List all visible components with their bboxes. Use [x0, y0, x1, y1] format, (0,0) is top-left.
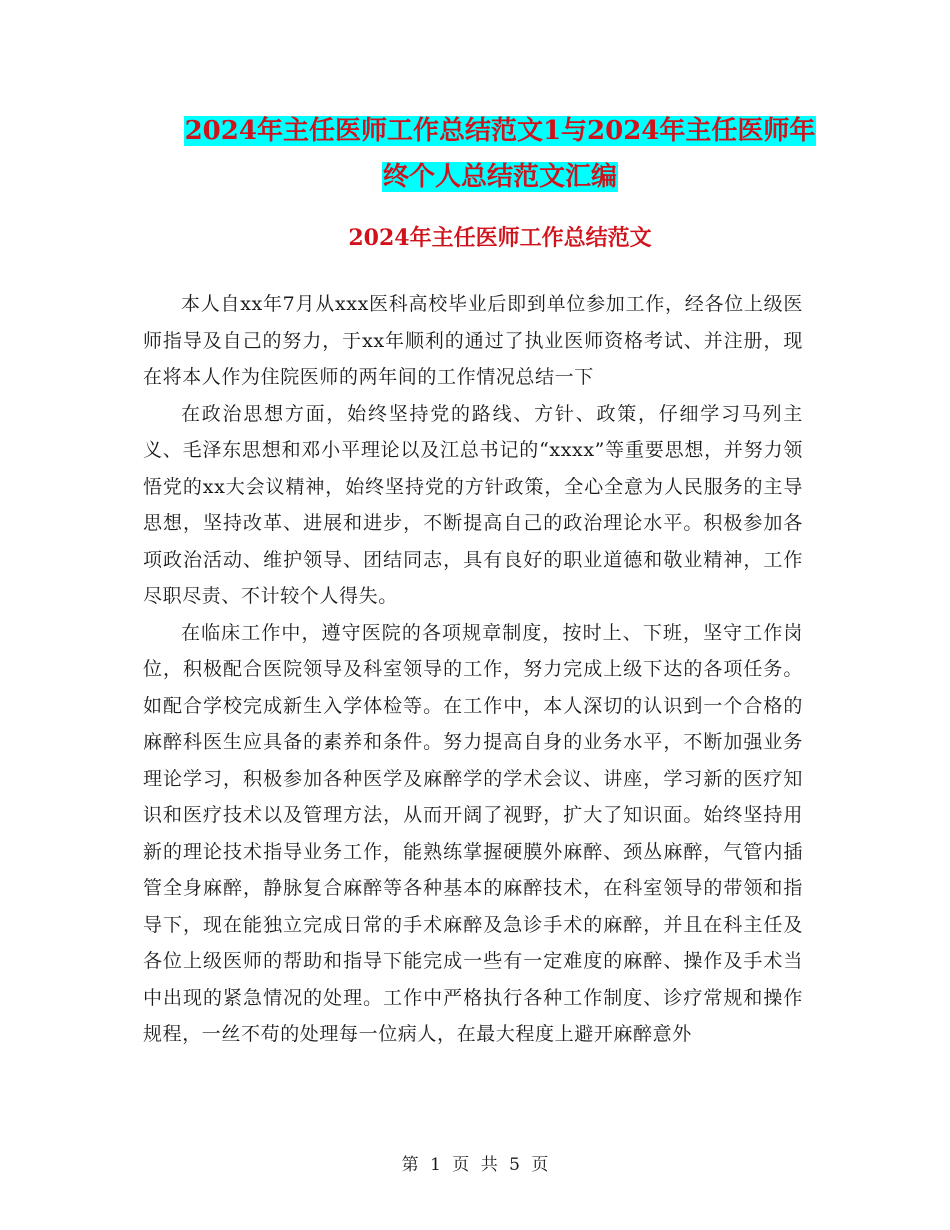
paragraph-2: 在政治思想方面，始终坚持党的路线、方针、政策，仔细学习马列主义、毛泽东思想和邓小平理论以及江总书记的“xxxx”等重要思想，并努力领悟党的xx大会议精神，始终坚持党的方针政策，全心全意为人民服务的主导思想，坚持改革、进展和进步，不断提高自己的政治理论水平。积极参加各项政治活动、维护领导、团结同志，具有良好的职业道德和敬业精神，工作尽职尽责、不计较个人得失。 [143, 402, 803, 607]
document-title [140, 108, 860, 200]
paragraph-1: 本人自xx年7月从xxx医科高校毕业后即到单位参加工作，经各位上级医师指导及自己的努力，于xx年顺利的通过了执业医师资格考试、并注册，现在将本人作为住院医师的两年间的工作情况总结一下 [143, 293, 803, 388]
page-number-footer: 第 1 页 共 5 页 [401, 1155, 549, 1175]
paragraph-3: 在临床工作中，遵守医院的各项规章制度，按时上、下班，坚守工作岗位，积极配合医院领导及科室领导的工作，努力完成上级下达的各项任务。如配合学校完成新生入学体检等。在工作中，本人深切的认识到一个合格的麻醉科医生应具备的素养和条件。努力提高自身的业务水平，不断加强业务理论学习，积极参加各种医学及麻醉学的学术会议、讲座，学习新的医疗知识和医疗技术以及管理方法，从而开阔了视野，扩大了知识面。始终坚持用新的理论技术指导业务工作，能熟练掌握硬膜外麻醉、颈丛麻醉，气管内插管全身麻醉，静脉复合麻醉等各种基本的麻醉技术，在科室领导的带领和指导下，现在能独立完成日常的手术麻醉及急诊手术的麻醉，并且在科主任及各位上级医师的帮助和指导下能完成一些有一定难度的麻醉、操作及手术当中出现的紧急情况的处理。工作中严格执行各种工作制度、诊疗常规和操作规程，一丝不苟的处理每一位病人，在最大程度上避开麻醉意外 [143, 621, 803, 1045]
body-text [143, 286, 803, 1053]
section-title: 2024年主任医师工作总结范文 [348, 225, 652, 251]
document-title-line-2: 终个人总结范文汇编 [382, 162, 617, 192]
document-title-line-1: 2024年主任医师工作总结范文1与2024年主任医师年 [184, 116, 816, 146]
